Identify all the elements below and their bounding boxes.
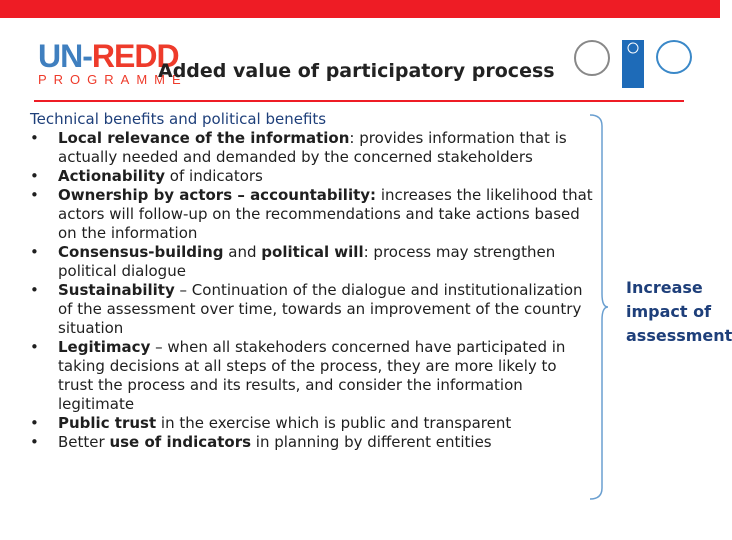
section-heading: Technical benefits and political benefits [30, 110, 327, 128]
slide-title: Added value of participatory process [158, 60, 555, 82]
list-item [30, 186, 596, 243]
bullet-text: of indicators [165, 167, 263, 185]
bullet-text: in planning by different entities [251, 433, 492, 451]
result-line: assessment [626, 326, 732, 345]
list-item [30, 414, 596, 433]
bullet-icon: • [30, 414, 39, 432]
list-item [30, 243, 596, 281]
bullet-bold-text: Ownership by actors – accountability: [58, 186, 377, 204]
bullet-text: in the exercise which is public and transparent [156, 414, 512, 432]
bullet-icon: • [30, 433, 39, 451]
unep-logo-icon [656, 40, 692, 74]
bullet-icon: • [30, 186, 39, 204]
slide-body [30, 110, 596, 452]
result-line: Increase [626, 278, 703, 297]
bullet-text: : provides information that is actually needed and demanded by the concerned stakeholders [58, 129, 567, 166]
right-brace-icon [588, 114, 608, 500]
logo-redd: REDD [91, 38, 179, 74]
logo-programme: PROGRAMME [38, 72, 188, 87]
bullet-bold-text: Legitimacy [58, 338, 151, 356]
list-item [30, 281, 596, 338]
list-item [30, 129, 596, 167]
partner-logos [574, 40, 694, 90]
bullet-text: – when all stakehoders concerned have participated in taking decisions at all steps of the process, they are more likely to trust the process and its results, and consider the information legitimate [58, 338, 566, 413]
fao-logo-icon [574, 40, 610, 76]
bullet-icon: • [30, 338, 39, 356]
bullet-bold-text: use of indicators [109, 433, 252, 451]
bullet-text: and [223, 243, 262, 261]
bullet-bold-text: Actionability [58, 167, 166, 185]
bullet-text: increases the likelihood that actors will follow-up on the recommendations and take actions based on the information [58, 186, 593, 242]
bullet-bold-text: Local relevance of the information [58, 129, 350, 147]
logo-un: UN- [38, 38, 92, 74]
list-item [30, 433, 596, 452]
list-item [30, 338, 596, 414]
bullet-bold-text: Sustainability [58, 281, 175, 299]
list-item [30, 167, 596, 186]
result-line: impact of [626, 302, 712, 321]
bullet-bold-text: Public trust [58, 414, 157, 432]
bullet-bold-text: political will [261, 243, 364, 261]
benefits-list [30, 129, 596, 452]
bullet-bold-text: Consensus-building [58, 243, 224, 261]
bullet-text: – Continuation of the dialogue and institutionalization of the assessment over time, towards an improvement of the country situation [58, 281, 583, 337]
title-divider [34, 100, 684, 102]
undp-logo-icon [622, 40, 644, 88]
bullet-icon: • [30, 281, 39, 299]
bullet-icon: • [30, 129, 39, 147]
result-label [626, 276, 732, 348]
bullet-text: : process may strengthen political dialogue [58, 243, 556, 280]
bullet-text: Better [58, 433, 110, 451]
bullet-icon: • [30, 167, 39, 185]
bullet-icon: • [30, 243, 39, 261]
un-emblem-icon [625, 42, 641, 54]
top-red-bar [0, 0, 720, 18]
